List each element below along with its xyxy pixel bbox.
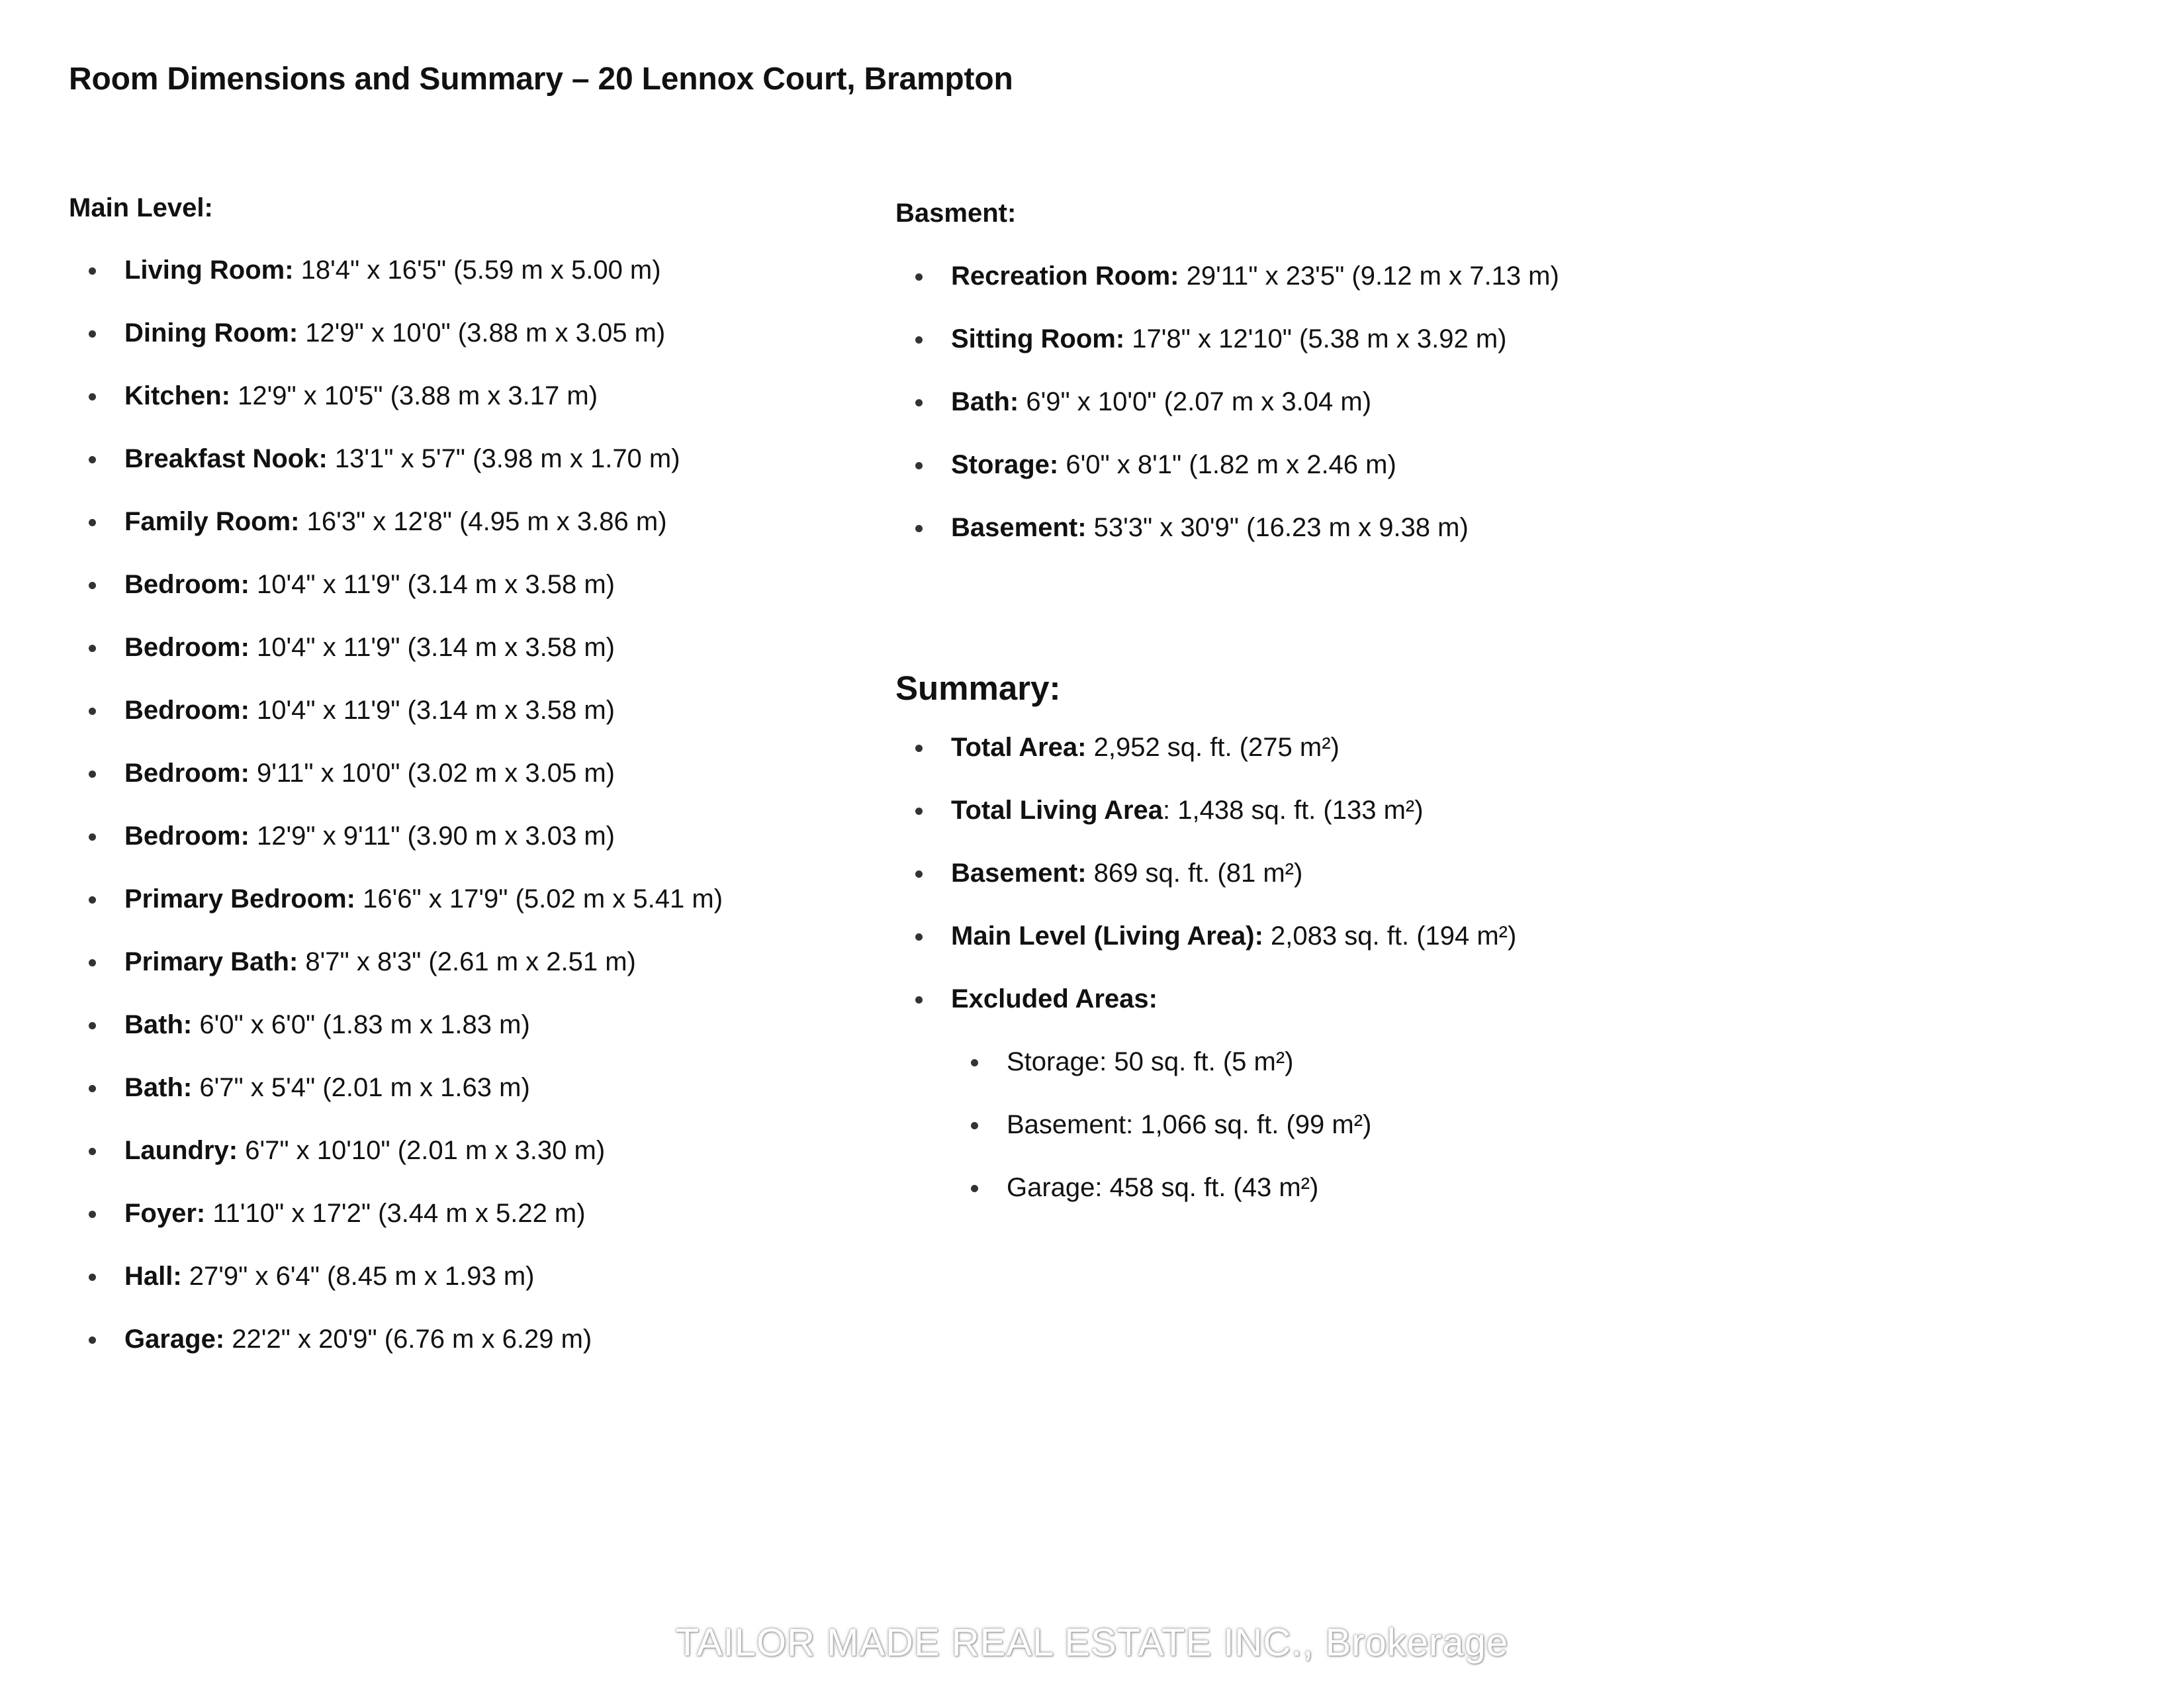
basement-heading: Basment:: [895, 199, 1017, 228]
room-label: Bedroom:: [124, 696, 250, 725]
room-item-bath-1: [69, 1006, 723, 1069]
room-dimensions: 6'7" x 10'10" (2.01 m x 3.30 m): [238, 1136, 606, 1165]
room-dimensions: 10'4" x 11'9" (3.14 m x 3.58 m): [249, 633, 615, 662]
room-label: Family Room:: [124, 507, 300, 536]
brokerage-watermark: TAILOR MADE REAL ESTATE INC., Brokerage: [675, 1621, 1509, 1664]
room-label: Kitchen:: [124, 381, 230, 410]
room-label: Recreation Room:: [951, 261, 1179, 291]
room-item-basement: [895, 509, 1559, 572]
summary-value: 2,083 sq. ft. (194 m²): [1263, 921, 1517, 951]
summary-label: Basement:: [951, 859, 1087, 888]
room-item-living-room: [69, 252, 723, 314]
main-level-heading: Main Level:: [69, 193, 213, 222]
room-label: Storage:: [951, 450, 1059, 479]
summary-label: Total Area:: [951, 733, 1087, 762]
summary-item-basement: [895, 855, 1516, 917]
excluded-item-storage: Storage: 50 sq. ft. (5 m²): [895, 1043, 1516, 1106]
room-label: Foyer:: [124, 1199, 206, 1228]
room-item-laundry: [69, 1132, 723, 1195]
room-label: Bedroom:: [124, 759, 250, 788]
room-label: Sitting Room:: [951, 324, 1125, 353]
room-dimensions: 12'9" x 9'11" (3.90 m x 3.03 m): [249, 821, 615, 851]
room-label: Primary Bedroom:: [124, 884, 355, 914]
room-dimensions: 6'0" x 6'0" (1.83 m x 1.83 m): [192, 1010, 530, 1039]
room-label: Bath:: [951, 387, 1019, 416]
room-item-primary-bedroom: [69, 880, 723, 943]
room-dimensions: 16'3" x 12'8" (4.95 m x 3.86 m): [299, 507, 667, 536]
room-dimensions: 10'4" x 11'9" (3.14 m x 3.58 m): [249, 570, 615, 599]
room-item-garage: [69, 1321, 723, 1383]
room-dimensions: 27'9" x 6'4" (8.45 m x 1.93 m): [181, 1262, 535, 1291]
room-dimensions: 53'3" x 30'9" (16.23 m x 9.38 m): [1086, 513, 1469, 542]
summary-item-total-area: [895, 729, 1516, 792]
room-item-kitchen: [69, 377, 723, 440]
summary-label: Excluded Areas:: [951, 984, 1158, 1013]
room-label: Bedroom:: [124, 633, 250, 662]
summary-heading: Summary:: [895, 669, 1061, 707]
room-label: Bedroom:: [124, 821, 250, 851]
room-item-bedroom-4: [69, 755, 723, 818]
room-item-bath-2: [69, 1069, 723, 1132]
room-dimensions: 22'2" x 20'9" (6.76 m x 6.29 m): [224, 1325, 592, 1354]
room-dimensions: 13'1" x 5'7" (3.98 m x 1.70 m): [327, 444, 680, 473]
room-label: Laundry:: [124, 1136, 238, 1165]
room-label: Dining Room:: [124, 318, 298, 348]
excluded-item-garage: Garage: 458 sq. ft. (43 m²): [895, 1169, 1516, 1232]
room-dimensions: 9'11" x 10'0" (3.02 m x 3.05 m): [249, 759, 615, 788]
page-title: Room Dimensions and Summary – 20 Lennox Court, Brampton: [69, 62, 1013, 97]
summary-value: : 1,438 sq. ft. (133 m²): [1163, 796, 1424, 825]
room-label: Primary Bath:: [124, 947, 298, 976]
room-item-bedroom-5: [69, 818, 723, 880]
room-label: Bath:: [124, 1010, 193, 1039]
room-label: Living Room:: [124, 256, 294, 285]
room-dimensions: 29'11" x 23'5" (9.12 m x 7.13 m): [1179, 261, 1559, 291]
room-label: Basement:: [951, 513, 1087, 542]
room-dimensions: 16'6" x 17'9" (5.02 m x 5.41 m): [355, 884, 723, 914]
room-item-bedroom-3: [69, 692, 723, 755]
room-dimensions: 6'9" x 10'0" (2.07 m x 3.04 m): [1019, 387, 1372, 416]
room-item-foyer: [69, 1195, 723, 1258]
room-label: Bedroom:: [124, 570, 250, 599]
room-dimensions: 11'10" x 17'2" (3.44 m x 5.22 m): [205, 1199, 586, 1228]
room-dimensions: 12'9" x 10'0" (3.88 m x 3.05 m): [298, 318, 666, 348]
excluded-item-basement: Basement: 1,066 sq. ft. (99 m²): [895, 1106, 1516, 1169]
room-item-family-room: [69, 503, 723, 566]
main-level-room-list: [69, 252, 723, 1383]
summary-item-total-living-area: [895, 792, 1516, 855]
room-dimensions: 6'7" x 5'4" (2.01 m x 1.63 m): [192, 1073, 530, 1102]
room-dimensions: 10'4" x 11'9" (3.14 m x 3.58 m): [249, 696, 615, 725]
summary-item-main-level: [895, 917, 1516, 980]
summary-label: Total Living Area: [951, 796, 1163, 825]
summary-item-excluded-areas: [895, 980, 1516, 1043]
summary-value: 2,952 sq. ft. (275 m²): [1086, 733, 1340, 762]
room-item-breakfast-nook: [69, 440, 723, 503]
room-item-basement-bath: [895, 383, 1559, 446]
summary-label: Main Level (Living Area):: [951, 921, 1263, 951]
room-item-bedroom-1: [69, 566, 723, 629]
room-item-storage: [895, 446, 1559, 509]
room-label: Garage:: [124, 1325, 225, 1354]
room-dimensions: 8'7" x 8'3" (2.61 m x 2.51 m): [298, 947, 636, 976]
room-item-sitting-room: [895, 320, 1559, 383]
room-dimensions: 17'8" x 12'10" (5.38 m x 3.92 m): [1124, 324, 1507, 353]
summary-list: [895, 729, 1516, 1232]
room-dimensions: 12'9" x 10'5" (3.88 m x 3.17 m): [230, 381, 598, 410]
room-item-primary-bath: [69, 943, 723, 1006]
room-dimensions: 6'0" x 8'1" (1.82 m x 2.46 m): [1058, 450, 1396, 479]
room-label: Breakfast Nook:: [124, 444, 328, 473]
summary-value: 869 sq. ft. (81 m²): [1086, 859, 1303, 888]
room-item-bedroom-2: [69, 629, 723, 692]
room-item-hall: [69, 1258, 723, 1321]
room-label: Bath:: [124, 1073, 193, 1102]
room-label: Hall:: [124, 1262, 182, 1291]
room-item-recreation-room: [895, 258, 1559, 320]
room-dimensions: 18'4" x 16'5" (5.59 m x 5.00 m): [293, 256, 661, 285]
room-item-dining-room: [69, 314, 723, 377]
basement-room-list: [895, 258, 1559, 572]
